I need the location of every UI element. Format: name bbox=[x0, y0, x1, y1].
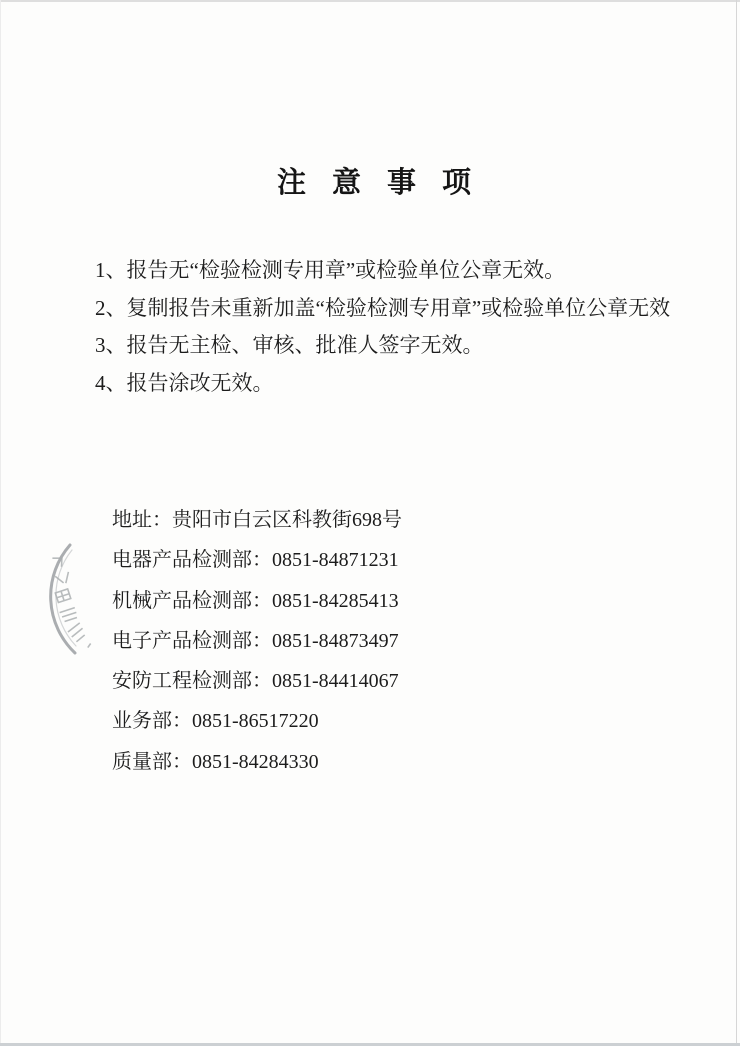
notice-item-4: 4、报告涂改无效。 bbox=[95, 371, 274, 396]
notice-list bbox=[95, 252, 670, 403]
partial-seal-stamp-icon bbox=[0, 498, 110, 673]
page-title: 注意事项 bbox=[276, 167, 497, 199]
contact-security-dept: 安防工程检测部：0851-84414067 bbox=[112, 670, 399, 693]
scan-edge-right bbox=[736, 0, 737, 1046]
contact-mechanical-dept: 机械产品检测部：0851-84285413 bbox=[112, 589, 399, 612]
scan-edge-top bbox=[0, 0, 740, 2]
contact-address: 地址：贵阳市白云区科教街698号 bbox=[112, 509, 402, 531]
notice-item-2: 2、复制报告未重新加盖“检验检测专用章”或检验单位公章无效 bbox=[95, 295, 671, 320]
contact-electrical-dept: 电器产品检测部：0851-84871231 bbox=[112, 549, 399, 572]
notice-item-1: 1、报告无“检验检测专用章”或检验单位公章无效。 bbox=[95, 258, 566, 282]
scan-edge-left bbox=[0, 0, 1, 1046]
contact-block bbox=[112, 500, 402, 782]
contact-quality-dept: 质量部：0851-84284330 bbox=[112, 750, 319, 773]
notice-item-3: 3、报告无主检、审核、批准人签字无效。 bbox=[95, 333, 484, 358]
contact-electronic-dept: 电子产品检测部：0851-84873497 bbox=[112, 629, 399, 652]
contact-business-dept: 业务部：0851-86517220 bbox=[112, 710, 319, 733]
